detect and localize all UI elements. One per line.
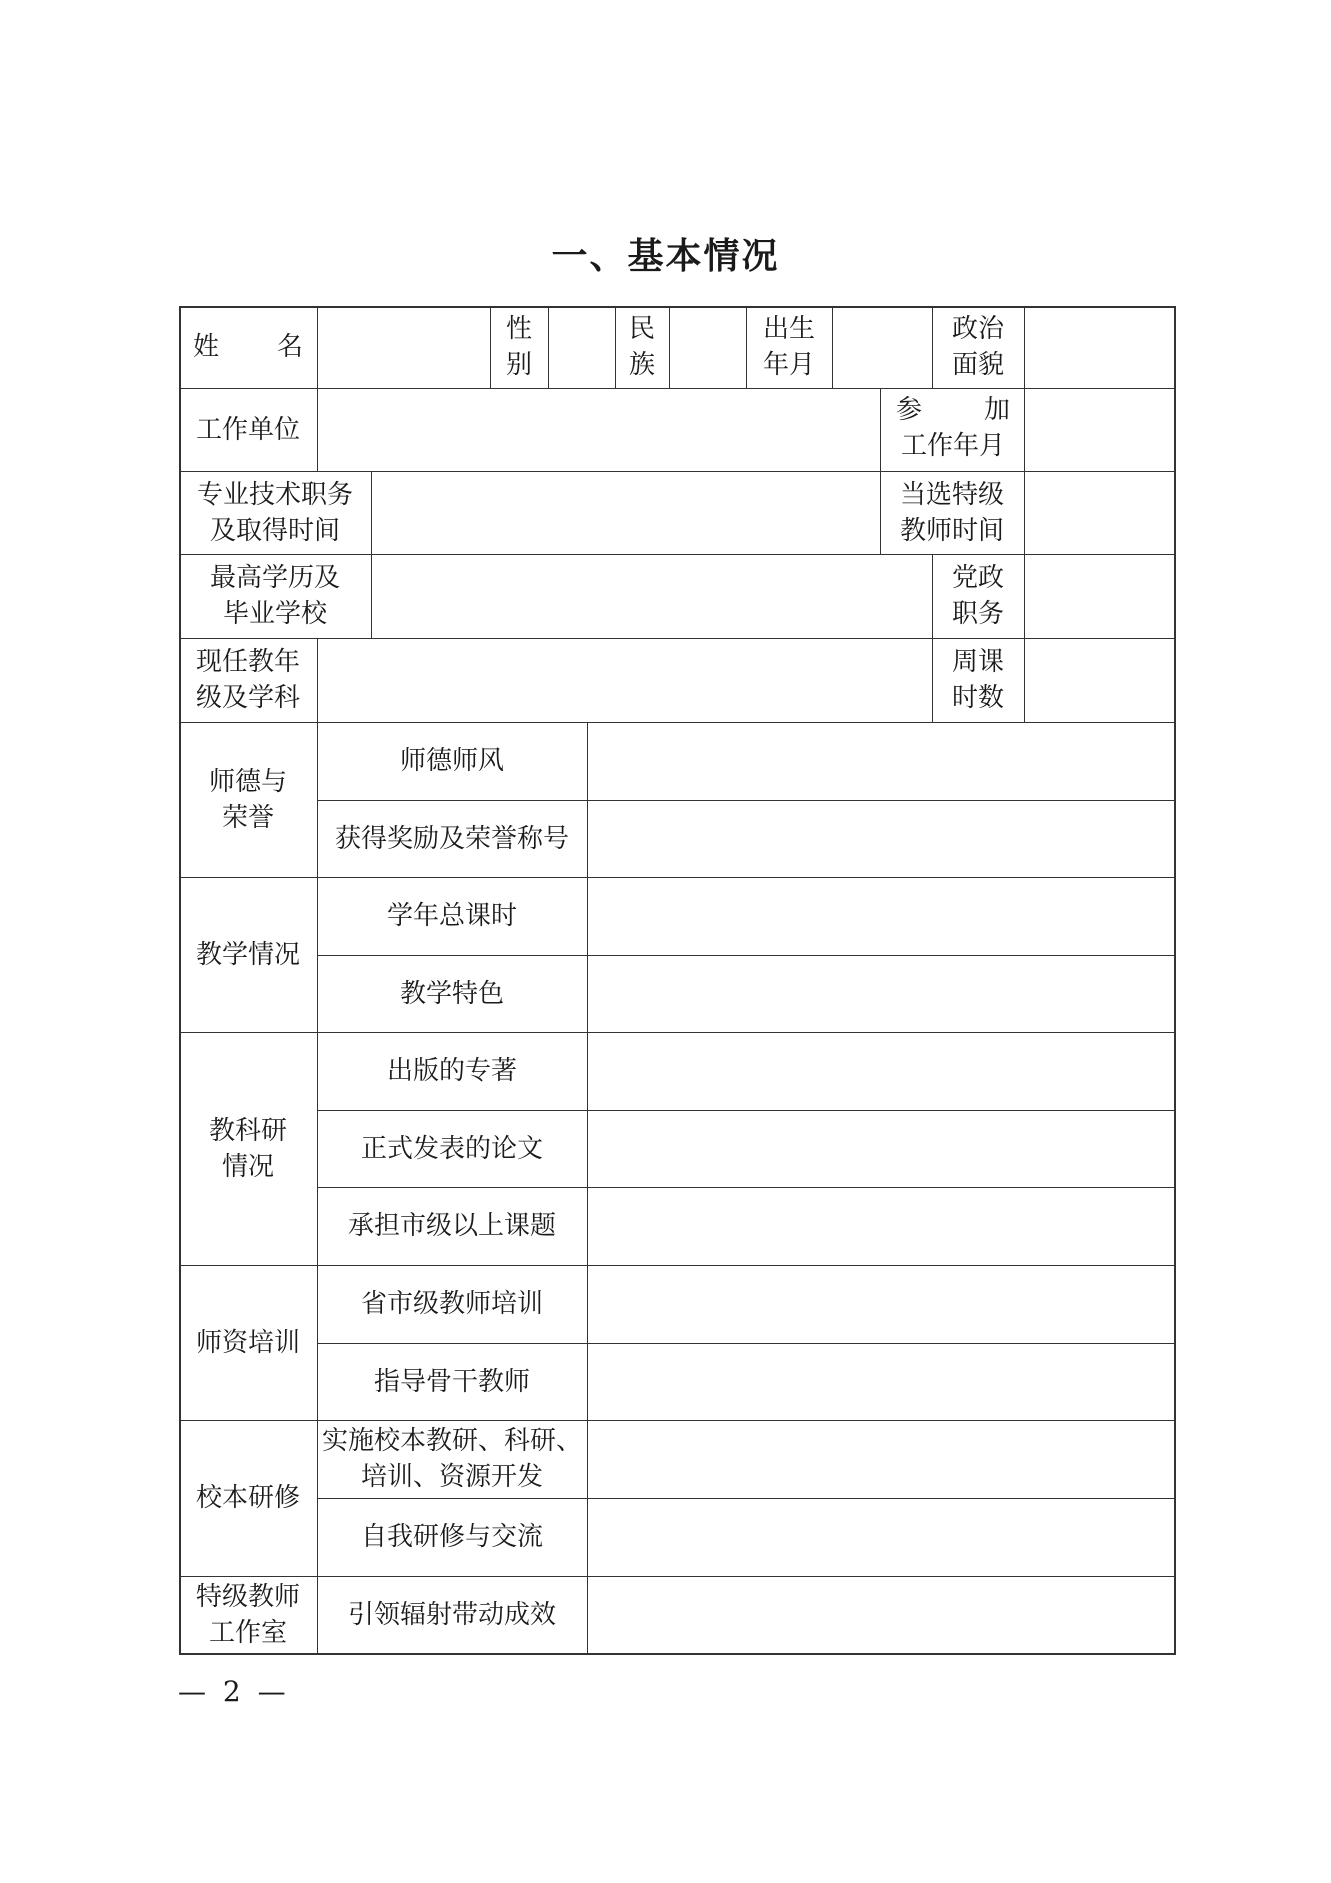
- row-divider: [179, 1576, 1176, 1577]
- political-status-label: 政治 面貌: [951, 314, 1004, 380]
- item-label: 正式发表的论文: [360, 1133, 543, 1164]
- professional-title-field[interactable]: [371, 471, 880, 554]
- col-divider: [587, 722, 588, 1654]
- subrow-divider: [317, 1110, 1176, 1111]
- item-label: 学年总课时: [386, 901, 517, 931]
- table-border-top: [179, 306, 1176, 308]
- col-divider: [317, 722, 318, 1654]
- party-position-field[interactable]: [1024, 554, 1175, 638]
- table-border-bottom: [179, 1653, 1176, 1655]
- education-field[interactable]: [371, 554, 932, 638]
- join-work-label-char-2: 加: [983, 395, 1010, 425]
- col-divider: [371, 554, 372, 638]
- weekly-hours-label: 周课 时数: [951, 647, 1004, 713]
- item-label: 获得奖励及荣誉称号: [334, 823, 569, 854]
- join-work-label-line-2: 工作年月: [900, 431, 1005, 461]
- birth-date-label: 出生 年月: [762, 314, 815, 380]
- subrow-divider: [317, 1187, 1176, 1188]
- political-status-field[interactable]: [1024, 306, 1175, 388]
- row-divider: [179, 722, 1176, 723]
- page-number: — 2 —: [178, 1675, 290, 1708]
- subrow-divider: [317, 800, 1176, 801]
- row-divider: [179, 1420, 1176, 1421]
- item-field[interactable]: [587, 1420, 1175, 1498]
- name-field[interactable]: [317, 306, 490, 388]
- row-divider: [179, 1265, 1176, 1266]
- gender-field[interactable]: [548, 306, 615, 388]
- name-label: [179, 306, 317, 388]
- item-field[interactable]: [587, 955, 1175, 1032]
- item-label: 引领辐射带动成效: [347, 1600, 556, 1630]
- col-divider: [832, 306, 833, 388]
- col-divider: [669, 306, 670, 388]
- gender-label: 性 别: [505, 314, 532, 380]
- col-divider: [1024, 638, 1025, 722]
- col-divider: [932, 638, 933, 722]
- col-divider: [317, 388, 318, 471]
- item-label: 省市级教师培训: [360, 1289, 543, 1319]
- item-label: 师德师风: [399, 746, 504, 776]
- section-label-school-research: 校本研修: [195, 1483, 300, 1513]
- name-label-char-2: 名: [276, 332, 303, 362]
- item-field[interactable]: [587, 877, 1175, 955]
- ethnicity-label: 民 族: [628, 314, 655, 380]
- join-work-date-label: [880, 388, 1024, 471]
- item-label: 实施校本教研、科研、 培训、资源开发: [321, 1426, 582, 1492]
- join-work-date-field[interactable]: [1024, 388, 1175, 471]
- education-label: 最高学历及 毕业学校: [209, 563, 340, 629]
- section-label-training: 师资培训: [195, 1327, 300, 1358]
- weekly-hours-field[interactable]: [1024, 638, 1175, 722]
- section-label-teaching: 教学情况: [195, 939, 300, 970]
- row-divider: [179, 1032, 1176, 1033]
- workplace-label: 工作单位: [195, 414, 300, 445]
- subrow-divider: [317, 955, 1176, 956]
- col-divider: [548, 306, 549, 388]
- col-divider: [932, 306, 933, 388]
- item-label: 指导骨干教师: [373, 1366, 530, 1397]
- workplace-field[interactable]: [317, 388, 880, 471]
- col-divider: [1024, 306, 1025, 388]
- col-divider: [490, 306, 491, 388]
- party-position-label: 党政 职务: [951, 563, 1004, 629]
- row-divider: [179, 388, 1176, 389]
- item-label: 教学特色: [399, 978, 504, 1009]
- col-divider: [1024, 388, 1025, 471]
- item-field[interactable]: [587, 1576, 1175, 1654]
- section-label-ethics: 师德与 荣誉: [208, 766, 287, 833]
- item-field[interactable]: [587, 1032, 1175, 1110]
- join-work-label-char-1: 参: [896, 395, 923, 425]
- grade-subject-field[interactable]: [317, 638, 932, 722]
- col-divider: [880, 471, 881, 554]
- col-divider: [932, 554, 933, 638]
- item-label: 自我研修与交流: [360, 1522, 543, 1552]
- row-divider: [179, 638, 1176, 639]
- col-divider: [371, 471, 372, 554]
- selected-time-label: 当选特级 教师时间: [899, 479, 1004, 546]
- item-label: 出版的专著: [386, 1056, 517, 1086]
- row-divider: [179, 877, 1176, 878]
- section-label-studio: 特级教师 工作室: [195, 1582, 300, 1648]
- col-divider: [1024, 554, 1025, 638]
- item-field[interactable]: [587, 1343, 1175, 1420]
- col-divider: [615, 306, 616, 388]
- item-field[interactable]: [587, 1265, 1175, 1343]
- col-divider: [317, 638, 318, 722]
- row-divider: [179, 554, 1176, 555]
- item-field[interactable]: [587, 1187, 1175, 1265]
- name-label-char-1: 姓: [193, 332, 220, 362]
- selected-time-field[interactable]: [1024, 471, 1175, 554]
- subrow-divider: [317, 1498, 1176, 1499]
- subrow-divider: [317, 1343, 1176, 1344]
- page-title: 一、基本情况: [551, 236, 780, 277]
- col-divider: [1024, 471, 1025, 554]
- ethnicity-field[interactable]: [669, 306, 746, 388]
- grade-subject-label: 现任教年 级及学科: [195, 647, 300, 713]
- item-label: 承担市级以上课题: [347, 1211, 556, 1241]
- col-divider: [746, 306, 747, 388]
- section-label-research: 教科研 情况: [208, 1115, 287, 1182]
- item-field[interactable]: [587, 800, 1175, 877]
- item-field[interactable]: [587, 722, 1175, 800]
- col-divider: [317, 306, 318, 388]
- item-field[interactable]: [587, 1110, 1175, 1187]
- birth-date-field[interactable]: [832, 306, 932, 388]
- professional-title-label: 专业技术职务 及取得时间: [196, 479, 353, 546]
- table-border-right: [1174, 306, 1176, 1655]
- row-divider: [179, 471, 1176, 472]
- table-border-left: [179, 306, 181, 1655]
- col-divider: [880, 388, 881, 471]
- item-field[interactable]: [587, 1498, 1175, 1576]
